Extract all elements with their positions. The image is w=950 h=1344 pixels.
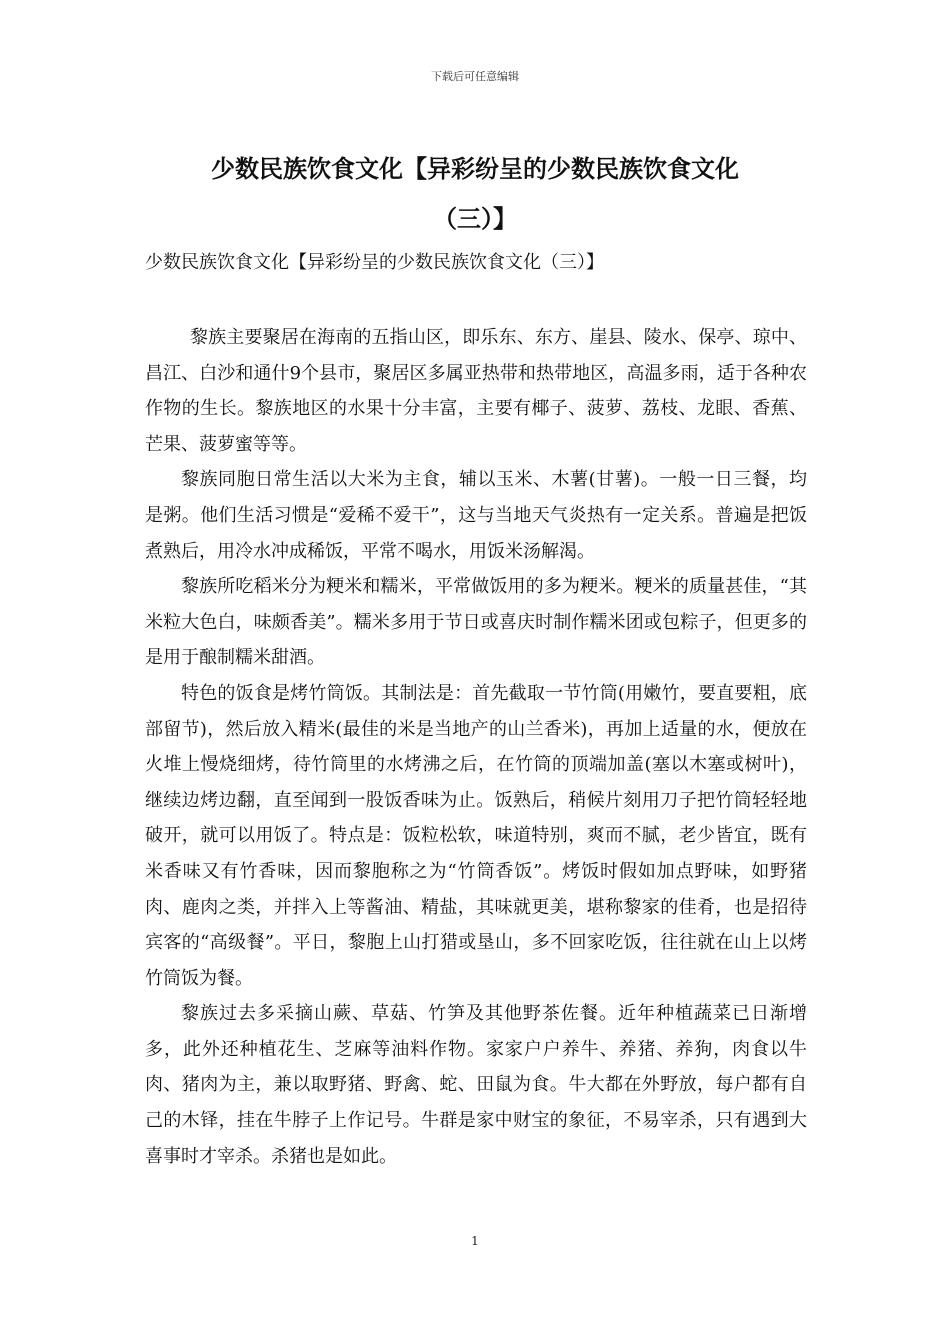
paragraph: 黎族主要聚居在海南的五指山区，即乐东、东方、崖县、陵水、保亭、琼中、昌江、白沙和通什9个县市，聚居区多属亚热带和热带地区，高温多雨，适于各种农作物的生长。黎族地区的水果十分丰富，主要有椰子、菠萝、荔枝、龙眼、香蕉、芒果、菠萝蜜等等。 xyxy=(145,327,807,455)
document-body xyxy=(145,320,807,1174)
paragraph: 黎族同胞日常生活以大米为主食，辅以玉米、木薯(甘薯)。一般一日三餐，均是粥。他们生活习惯是“爱稀不爱干”，这与当地天气炎热有一定关系。普遍是把饭煮熟后，用冷水冲成稀饭，平常不喝水，用饭米汤解渴。 xyxy=(145,469,807,562)
header-note: 下载后可任意编辑 xyxy=(431,70,519,83)
paragraph: 黎族过去多采摘山蕨、草菇、竹笋及其他野茶佐餐。近年种植蔬菜已日渐增多，此外还种植花生、芝麻等油料作物。家家户户养牛、养猪、养狗，肉食以牛肉、猪肉为主，兼以取野猪、野禽、蛇、田鼠为食。牛大都在外野放，每户都有自己的木铎，挂在牛脖子上作记号。牛群是家中财宝的象征，不易宰杀，只有遇到大喜事时才宰杀。杀猪也是如此。 xyxy=(145,1003,807,1167)
paragraph: 特色的饭食是烤竹筒饭。其制法是：首先截取一节竹筒(用嫩竹，要直要粗，底部留节)，然后放入精米(最佳的米是当地产的山兰香米)，再加上适量的水，便放在火堆上慢烧细烤，待竹筒里的水烤沸之后，在竹筒的顶端加盖(塞以木塞或树叶)，继续边烤边翻，直至闻到一股饭香味为止。饭熟后，稍候片刻用刀子把竹筒轻轻地破开，就可以用饭了。特点是：饭粒松软，味道特别，爽而不腻，老少皆宜，既有米香味又有竹香味，因而黎胞称之为“竹筒香饭”。烤饭时假如加点野味，如野猪肉、鹿肉之类，并拌入上等酱油、精盐，其味就更美，堪称黎家的佳肴，也是招待宾客的“高级餐”。平日，黎胞上山打猎或垦山，多不回家吃饭，往往就在山上以烤竹筒饭为餐。 xyxy=(145,682,807,989)
document-subtitle: 少数民族饮食文化【异彩纷呈的少数民族饮食文化（三）】 xyxy=(145,252,604,273)
page-number: 1 xyxy=(471,1234,479,1248)
document-title-line-2: （三）】 xyxy=(433,204,517,233)
document-title-line-1: 少数民族饮食文化【异彩纷呈的少数民族饮食文化 xyxy=(211,154,739,183)
paragraph: 黎族所吃稻米分为粳米和糯米，平常做饭用的多为粳米。粳米的质量甚佳，“其米粒大色白，味颇香美”。糯米多用于节日或喜庆时制作糯米团或包粽子，但更多的是用于酿制糯米甜酒。 xyxy=(145,576,807,669)
